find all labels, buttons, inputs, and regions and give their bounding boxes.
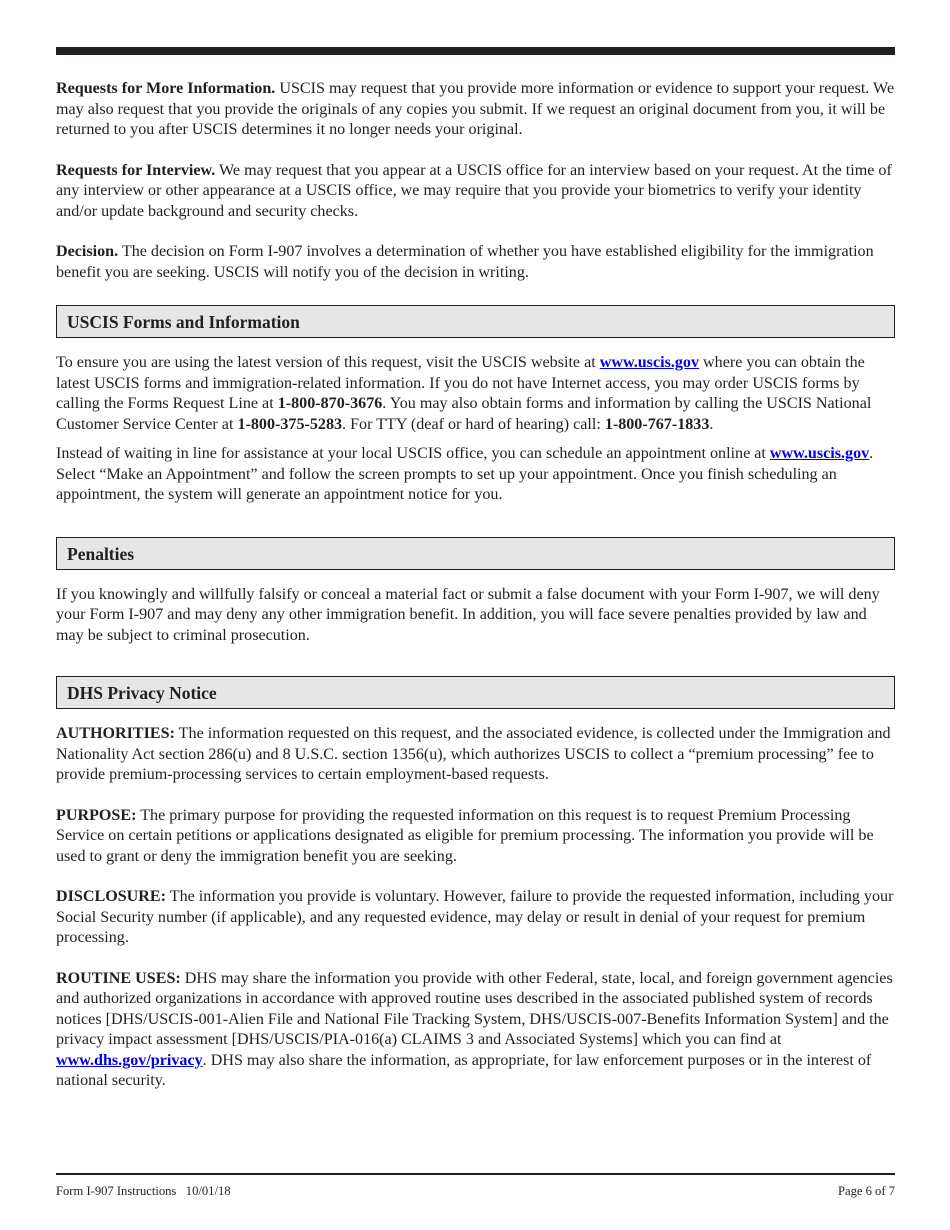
top-divider bbox=[56, 47, 895, 55]
requests-more-info-heading: Requests for More Information. bbox=[56, 80, 276, 97]
purpose-paragraph bbox=[56, 806, 895, 868]
decision-paragraph bbox=[56, 242, 895, 283]
forms-info-text-4: . For TTY (deaf or hard of hearing) call: bbox=[342, 415, 605, 433]
disclosure-paragraph bbox=[56, 887, 895, 949]
routine-uses-paragraph bbox=[56, 969, 895, 1092]
routine-uses-text-1: DHS may share the information you provide with other Federal, state, local, and foreign government agencies and authorized organizations in accordance with approved routine uses described in the associated published system of records notices [DHS/USCIS-001-Alien File and National File Tracking System, DHS/USCIS-007-Benefits Information System] and the privacy impact assessment [DHS/USCIS/PIA-016(a) CLAIMS 3 and Associated Systems] which you can find at bbox=[56, 969, 893, 1048]
appointment-paragraph bbox=[56, 444, 895, 506]
disclosure-heading: DISCLOSURE: bbox=[56, 888, 167, 905]
forms-info-text-5: . bbox=[709, 415, 714, 433]
forms-info-text-1: To ensure you are using the latest version of this request, visit the USCIS website at bbox=[56, 354, 600, 371]
privacy-section-header: DHS Privacy Notice bbox=[56, 676, 895, 709]
forms-info-text-3: . You may also obtain forms and information by calling the USCIS National Customer Service Center at bbox=[56, 395, 872, 433]
requests-interview-heading: Requests for Interview. bbox=[56, 161, 216, 179]
forms-info-text-2: where you can obtain the latest USCIS forms and immigration-related information. If you do not have Internet access, you may order USCIS forms by calling the Forms Request Line at bbox=[56, 354, 865, 412]
footer-divider bbox=[56, 1173, 895, 1175]
tty-phone: 1-800-767-1833 bbox=[604, 415, 710, 433]
penalties-paragraph: If you knowingly and willfully falsify or conceal a material fact or submit a false document with your Form I-907, we will deny your Form I-907 and may deny any other immigration benefit. In addition, you will face severe penalties provided by law and may be subject to criminal prosecution. bbox=[56, 585, 880, 644]
forms-info-section-header: USCIS Forms and Information bbox=[56, 305, 895, 338]
requests-more-info-paragraph bbox=[56, 79, 895, 141]
page-content bbox=[56, 79, 895, 1092]
ncsc-phone: 1-800-375-5283 bbox=[237, 415, 343, 433]
authorities-heading: AUTHORITIES: bbox=[56, 725, 175, 742]
decision-heading: Decision. bbox=[56, 243, 119, 260]
purpose-heading: PURPOSE: bbox=[56, 806, 137, 824]
authorities-paragraph bbox=[56, 724, 895, 786]
appointment-text-2: . Select “Make an Appointment” and follow the screen prompts to set up your appointment. Once you finish scheduling an appointment, the system will generate an appointment notice for you. bbox=[56, 445, 874, 503]
purpose-text: The primary purpose for providing the requested information on this request is to request Premium Processing Service on certain petitions or applications designated as eligible for premium processing. The information you provide will be used to grant or deny the immigration benefit you are seeking. bbox=[56, 806, 874, 865]
forms-info-paragraph bbox=[56, 353, 895, 435]
footer-page-number: Page 6 of 7 bbox=[837, 1184, 895, 1198]
penalties-section-header: Penalties bbox=[56, 537, 895, 570]
uscis-website-link[interactable]: www.uscis.gov bbox=[599, 354, 699, 371]
appointment-text-1: Instead of waiting in line for assistance at your local USCIS office, you can schedule an appointment online at bbox=[56, 445, 770, 462]
decision-text: The decision on Form I-907 involves a determination of whether you have established eligibility for the immigration benefit you are seeking. USCIS will notify you of the decision in writing. bbox=[56, 243, 874, 281]
requests-interview-text: We may request that you appear at a USCIS office for an interview based on your request. At the time of any interview or other appearance at a USCIS office, we may require that you provide your biometrics to verify your identity and/or update background and security checks. bbox=[56, 161, 892, 220]
routine-uses-heading: ROUTINE USES: bbox=[56, 969, 181, 987]
uscis-appointment-link[interactable]: www.uscis.gov bbox=[769, 445, 870, 462]
forms-request-phone: 1-800-870-3676 bbox=[277, 395, 383, 412]
authorities-text: The information requested on this request, and the associated evidence, is collected under the Immigration and Nationality Act section 286(u) and 8 U.S.C. section 1356(u), which authorizes USCIS to collect a “premium processing” fee to provide premium-processing services to certain employment-based requests. bbox=[56, 725, 891, 783]
disclosure-text: The information you provide is voluntary. However, failure to provide the requested information, including your Social Security number (if applicable), and any requested evidence, may delay or result in denial of your request for premium processing. bbox=[56, 888, 894, 946]
requests-more-info-text: USCIS may request that you provide more information or evidence to support your request. We may also request that you provide the originals of any copies you submit. If we request an original document from you, it will be returned to you after USCIS determines it no longer needs your original. bbox=[56, 80, 895, 138]
requests-interview-paragraph bbox=[56, 161, 895, 223]
footer-form-name: Form I-907 Instructions 10/01/18 bbox=[56, 1184, 231, 1198]
routine-uses-text-2: . DHS may also share the information, as appropriate, for law enforcement purposes or in the interest of national security. bbox=[56, 1051, 872, 1089]
dhs-privacy-link[interactable]: www.dhs.gov/privacy bbox=[56, 1051, 203, 1069]
